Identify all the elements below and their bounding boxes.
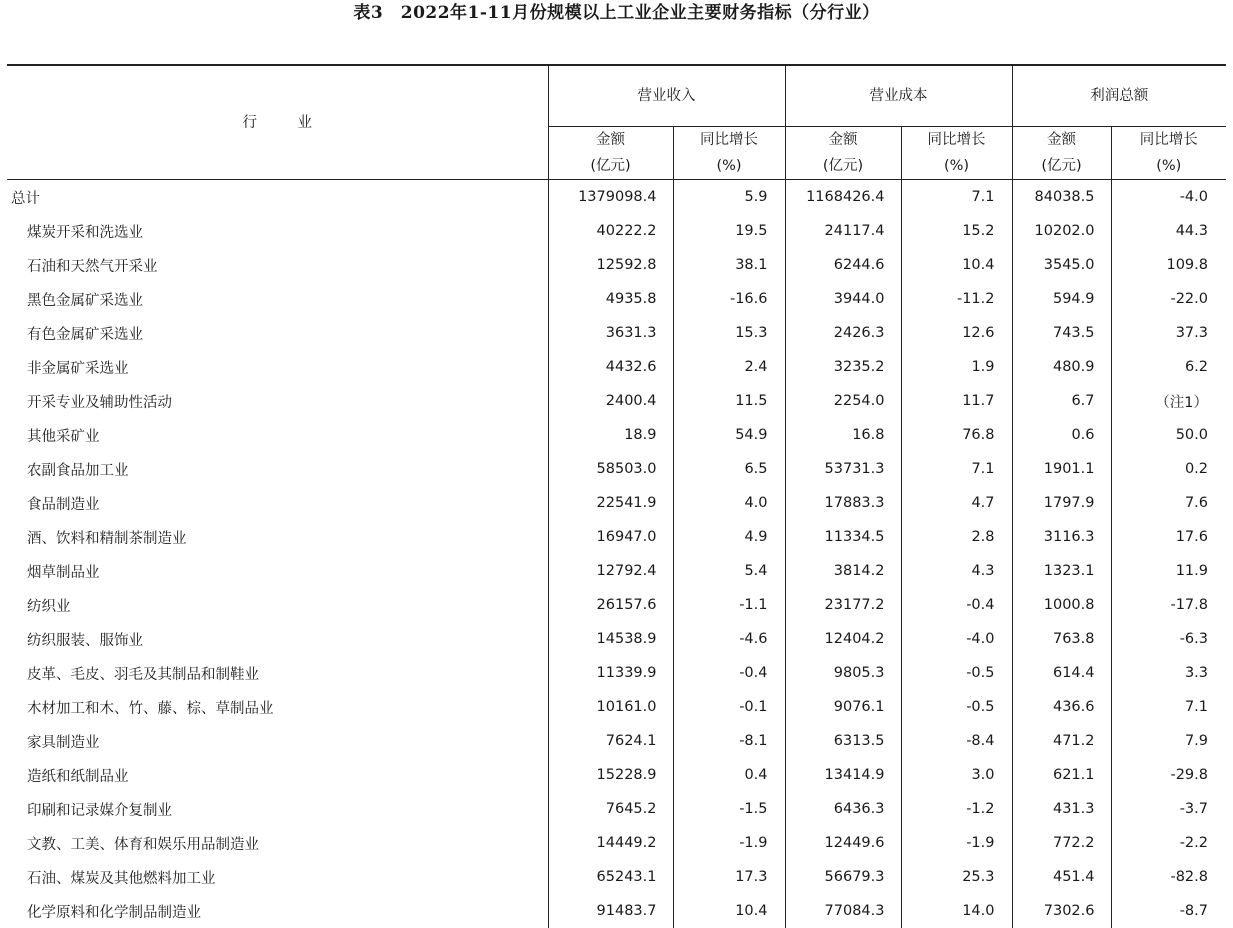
cost-amount-cell: 53731.3 bbox=[785, 452, 901, 486]
industry-name-cell: 石油、煤炭及其他燃料加工业 bbox=[7, 860, 548, 894]
industry-name-cell: 纺织业 bbox=[7, 588, 548, 622]
profit-amount-cell: 451.4 bbox=[1012, 860, 1111, 894]
profit-amount-cell: 3116.3 bbox=[1012, 520, 1111, 554]
profit-growth-cell: 7.9 bbox=[1111, 724, 1226, 758]
revenue-amount-cell: 4935.8 bbox=[548, 282, 673, 316]
amount-unit: (亿元) bbox=[786, 153, 901, 179]
cost-amount-cell: 11334.5 bbox=[785, 520, 901, 554]
revenue-amount-cell: 16947.0 bbox=[548, 520, 673, 554]
profit-growth-header bbox=[1111, 127, 1226, 180]
revenue-growth-cell: -1.9 bbox=[673, 826, 785, 860]
amount-unit: (亿元) bbox=[1013, 153, 1111, 179]
revenue-amount-cell: 15228.9 bbox=[548, 758, 673, 792]
cost-growth-cell: 12.6 bbox=[901, 316, 1012, 350]
revenue-amount-cell: 40222.2 bbox=[548, 214, 673, 248]
table-row bbox=[7, 418, 1226, 452]
table-row bbox=[7, 384, 1226, 418]
profit-amount-cell: 1000.8 bbox=[1012, 588, 1111, 622]
profit-growth-cell: 3.3 bbox=[1111, 656, 1226, 690]
revenue-amount-cell: 14538.9 bbox=[548, 622, 673, 656]
profit-growth-cell: -4.0 bbox=[1111, 180, 1226, 215]
cost-growth-cell: 1.9 bbox=[901, 350, 1012, 384]
cost-amount-cell: 56679.3 bbox=[785, 860, 901, 894]
revenue-amount-cell: 3631.3 bbox=[548, 316, 673, 350]
revenue-growth-cell: -0.1 bbox=[673, 690, 785, 724]
profit-amount-cell: 431.3 bbox=[1012, 792, 1111, 826]
table-row bbox=[7, 282, 1226, 316]
table-row bbox=[7, 724, 1226, 758]
profit-amount-cell: 0.6 bbox=[1012, 418, 1111, 452]
profit-amount-cell: 594.9 bbox=[1012, 282, 1111, 316]
cost-growth-cell: 76.8 bbox=[901, 418, 1012, 452]
industry-name-cell: 文教、工美、体育和娱乐用品制造业 bbox=[7, 826, 548, 860]
profit-amount-cell: 763.8 bbox=[1012, 622, 1111, 656]
cost-amount-cell: 1168426.4 bbox=[785, 180, 901, 215]
cost-amount-cell: 3235.2 bbox=[785, 350, 901, 384]
table-row bbox=[7, 656, 1226, 690]
industry-name-cell: 石油和天然气开采业 bbox=[7, 248, 548, 282]
table-row bbox=[7, 622, 1226, 656]
profit-growth-cell: 109.8 bbox=[1111, 248, 1226, 282]
financial-indicators-table bbox=[7, 64, 1226, 928]
profit-growth-cell: （注1） bbox=[1111, 384, 1226, 418]
table-title: 表3 2022年1-11月份规模以上工业企业主要财务指标（分行业） bbox=[0, 0, 1233, 30]
revenue-amount-cell: 18.9 bbox=[548, 418, 673, 452]
profit-growth-cell: 17.6 bbox=[1111, 520, 1226, 554]
growth-label: 同比增长 bbox=[1112, 127, 1227, 153]
cost-group-header: 营业成本 bbox=[785, 65, 1012, 127]
revenue-growth-cell: 6.5 bbox=[673, 452, 785, 486]
cost-amount-cell: 2426.3 bbox=[785, 316, 901, 350]
cost-growth-cell: -4.0 bbox=[901, 622, 1012, 656]
cost-growth-cell: 11.7 bbox=[901, 384, 1012, 418]
profit-amount-cell: 10202.0 bbox=[1012, 214, 1111, 248]
industry-name-cell: 家具制造业 bbox=[7, 724, 548, 758]
cost-growth-cell: -1.2 bbox=[901, 792, 1012, 826]
profit-growth-cell: 6.2 bbox=[1111, 350, 1226, 384]
revenue-amount-cell: 26157.6 bbox=[548, 588, 673, 622]
cost-growth-cell: 10.4 bbox=[901, 248, 1012, 282]
cost-growth-cell: 25.3 bbox=[901, 860, 1012, 894]
industry-name-cell: 煤炭开采和洗选业 bbox=[7, 214, 548, 248]
industry-name-cell: 食品制造业 bbox=[7, 486, 548, 520]
profit-growth-cell: -6.3 bbox=[1111, 622, 1226, 656]
profit-amount-cell: 1323.1 bbox=[1012, 554, 1111, 588]
revenue-amount-cell: 7645.2 bbox=[548, 792, 673, 826]
revenue-growth-cell: 4.0 bbox=[673, 486, 785, 520]
revenue-amount-cell: 10161.0 bbox=[548, 690, 673, 724]
profit-growth-cell: -82.8 bbox=[1111, 860, 1226, 894]
cost-growth-header bbox=[901, 127, 1012, 180]
industry-name-cell: 印刷和记录媒介复制业 bbox=[7, 792, 548, 826]
profit-group-header: 利润总额 bbox=[1012, 65, 1226, 127]
profit-amount-cell: 743.5 bbox=[1012, 316, 1111, 350]
revenue-amount-cell: 14449.2 bbox=[548, 826, 673, 860]
cost-growth-cell: -0.5 bbox=[901, 656, 1012, 690]
cost-amount-cell: 16.8 bbox=[785, 418, 901, 452]
profit-growth-cell: 11.9 bbox=[1111, 554, 1226, 588]
cost-growth-cell: 3.0 bbox=[901, 758, 1012, 792]
table-row bbox=[7, 588, 1226, 622]
table-row bbox=[7, 452, 1226, 486]
revenue-growth-cell: 17.3 bbox=[673, 860, 785, 894]
revenue-growth-cell: 38.1 bbox=[673, 248, 785, 282]
revenue-amount-cell: 12592.8 bbox=[548, 248, 673, 282]
profit-growth-cell: 7.1 bbox=[1111, 690, 1226, 724]
table-row bbox=[7, 826, 1226, 860]
table-row bbox=[7, 248, 1226, 282]
profit-amount-cell: 6.7 bbox=[1012, 384, 1111, 418]
industry-name-cell: 开采专业及辅助性活动 bbox=[7, 384, 548, 418]
table-row bbox=[7, 690, 1226, 724]
revenue-amount-cell: 11339.9 bbox=[548, 656, 673, 690]
revenue-growth-cell: 5.9 bbox=[673, 180, 785, 215]
industry-name-cell: 其他采矿业 bbox=[7, 418, 548, 452]
profit-amount-cell: 1901.1 bbox=[1012, 452, 1111, 486]
industry-name-cell: 酒、饮料和精制茶制造业 bbox=[7, 520, 548, 554]
revenue-amount-cell: 12792.4 bbox=[548, 554, 673, 588]
table-row bbox=[7, 316, 1226, 350]
cost-amount-cell: 24117.4 bbox=[785, 214, 901, 248]
revenue-amount-cell: 4432.6 bbox=[548, 350, 673, 384]
profit-growth-cell: 37.3 bbox=[1111, 316, 1226, 350]
cost-amount-header bbox=[785, 127, 901, 180]
industry-name-cell: 木材加工和木、竹、藤、棕、草制品业 bbox=[7, 690, 548, 724]
cost-growth-cell: -0.4 bbox=[901, 588, 1012, 622]
revenue-growth-cell: 2.4 bbox=[673, 350, 785, 384]
revenue-amount-cell: 58503.0 bbox=[548, 452, 673, 486]
cost-amount-cell: 9805.3 bbox=[785, 656, 901, 690]
revenue-growth-cell: -1.5 bbox=[673, 792, 785, 826]
revenue-growth-cell: -4.6 bbox=[673, 622, 785, 656]
industry-name-cell: 皮革、毛皮、羽毛及其制品和制鞋业 bbox=[7, 656, 548, 690]
industry-name-cell: 黑色金属矿采选业 bbox=[7, 282, 548, 316]
cost-growth-cell: 7.1 bbox=[901, 452, 1012, 486]
growth-label: 同比增长 bbox=[674, 127, 785, 153]
amount-label: 金额 bbox=[549, 127, 673, 153]
table-row bbox=[7, 792, 1226, 826]
profit-growth-cell: -17.8 bbox=[1111, 588, 1226, 622]
cost-amount-cell: 3944.0 bbox=[785, 282, 901, 316]
table-row bbox=[7, 554, 1226, 588]
table-body bbox=[7, 180, 1226, 928]
revenue-growth-cell: 0.4 bbox=[673, 758, 785, 792]
revenue-growth-cell: 19.5 bbox=[673, 214, 785, 248]
profit-amount-cell: 436.6 bbox=[1012, 690, 1111, 724]
industry-name-cell: 纺织服装、服饰业 bbox=[7, 622, 548, 656]
industry-name-cell: 农副食品加工业 bbox=[7, 452, 548, 486]
revenue-amount-cell: 7624.1 bbox=[548, 724, 673, 758]
cost-amount-cell: 77084.3 bbox=[785, 894, 901, 928]
cost-amount-cell: 2254.0 bbox=[785, 384, 901, 418]
revenue-growth-cell: 5.4 bbox=[673, 554, 785, 588]
amount-label: 金额 bbox=[1013, 127, 1111, 153]
profit-amount-cell: 1797.9 bbox=[1012, 486, 1111, 520]
table-row bbox=[7, 486, 1226, 520]
profit-amount-cell: 7302.6 bbox=[1012, 894, 1111, 928]
table-row bbox=[7, 860, 1226, 894]
cost-amount-cell: 9076.1 bbox=[785, 690, 901, 724]
growth-label: 同比增长 bbox=[902, 127, 1012, 153]
revenue-growth-cell: -8.1 bbox=[673, 724, 785, 758]
profit-amount-header bbox=[1012, 127, 1111, 180]
cost-growth-cell: -1.9 bbox=[901, 826, 1012, 860]
cost-amount-cell: 23177.2 bbox=[785, 588, 901, 622]
profit-growth-cell: -3.7 bbox=[1111, 792, 1226, 826]
growth-unit: (%) bbox=[674, 153, 785, 179]
profit-growth-cell: -22.0 bbox=[1111, 282, 1226, 316]
profit-amount-cell: 84038.5 bbox=[1012, 180, 1111, 215]
profit-growth-cell: 0.2 bbox=[1111, 452, 1226, 486]
table-row bbox=[7, 214, 1226, 248]
cost-growth-cell: 2.8 bbox=[901, 520, 1012, 554]
industry-name-cell: 造纸和纸制品业 bbox=[7, 758, 548, 792]
cost-growth-cell: -8.4 bbox=[901, 724, 1012, 758]
cost-growth-cell: 15.2 bbox=[901, 214, 1012, 248]
profit-amount-cell: 471.2 bbox=[1012, 724, 1111, 758]
cost-amount-cell: 6436.3 bbox=[785, 792, 901, 826]
revenue-growth-cell: -16.6 bbox=[673, 282, 785, 316]
revenue-growth-cell: 15.3 bbox=[673, 316, 785, 350]
revenue-amount-cell: 2400.4 bbox=[548, 384, 673, 418]
cost-amount-cell: 3814.2 bbox=[785, 554, 901, 588]
cost-amount-cell: 6244.6 bbox=[785, 248, 901, 282]
profit-amount-cell: 614.4 bbox=[1012, 656, 1111, 690]
industry-name-cell: 化学原料和化学制品制造业 bbox=[7, 894, 548, 928]
cost-growth-cell: 4.3 bbox=[901, 554, 1012, 588]
revenue-amount-cell: 1379098.4 bbox=[548, 180, 673, 215]
cost-amount-cell: 12404.2 bbox=[785, 622, 901, 656]
cost-amount-cell: 17883.3 bbox=[785, 486, 901, 520]
revenue-amount-header bbox=[548, 127, 673, 180]
industry-name-cell: 有色金属矿采选业 bbox=[7, 316, 548, 350]
cost-growth-cell: -0.5 bbox=[901, 690, 1012, 724]
amount-label: 金额 bbox=[786, 127, 901, 153]
profit-growth-cell: -2.2 bbox=[1111, 826, 1226, 860]
revenue-amount-cell: 22541.9 bbox=[548, 486, 673, 520]
profit-growth-cell: 50.0 bbox=[1111, 418, 1226, 452]
profit-amount-cell: 621.1 bbox=[1012, 758, 1111, 792]
cost-amount-cell: 6313.5 bbox=[785, 724, 901, 758]
amount-unit: (亿元) bbox=[549, 153, 673, 179]
table-header bbox=[7, 65, 1226, 180]
profit-growth-cell: -8.7 bbox=[1111, 894, 1226, 928]
cost-amount-cell: 12449.6 bbox=[785, 826, 901, 860]
revenue-growth-cell: 10.4 bbox=[673, 894, 785, 928]
cost-growth-cell: 4.7 bbox=[901, 486, 1012, 520]
profit-growth-cell: 44.3 bbox=[1111, 214, 1226, 248]
table-row bbox=[7, 520, 1226, 554]
table-row bbox=[7, 350, 1226, 384]
revenue-growth-cell: -1.1 bbox=[673, 588, 785, 622]
revenue-growth-cell: 54.9 bbox=[673, 418, 785, 452]
cost-growth-cell: 7.1 bbox=[901, 180, 1012, 215]
growth-unit: (%) bbox=[902, 153, 1012, 179]
revenue-growth-cell: -0.4 bbox=[673, 656, 785, 690]
industry-name-cell: 烟草制品业 bbox=[7, 554, 548, 588]
profit-amount-cell: 480.9 bbox=[1012, 350, 1111, 384]
revenue-growth-header bbox=[673, 127, 785, 180]
cost-growth-cell: -11.2 bbox=[901, 282, 1012, 316]
profit-growth-cell: -29.8 bbox=[1111, 758, 1226, 792]
revenue-amount-cell: 65243.1 bbox=[548, 860, 673, 894]
revenue-amount-cell: 91483.7 bbox=[548, 894, 673, 928]
revenue-growth-cell: 4.9 bbox=[673, 520, 785, 554]
industry-column-header: 行 业 bbox=[7, 65, 548, 180]
profit-amount-cell: 772.2 bbox=[1012, 826, 1111, 860]
revenue-group-header: 营业收入 bbox=[548, 65, 785, 127]
cost-amount-cell: 13414.9 bbox=[785, 758, 901, 792]
growth-unit: (%) bbox=[1112, 153, 1227, 179]
total-row bbox=[7, 180, 1226, 215]
industry-name-cell: 非金属矿采选业 bbox=[7, 350, 548, 384]
revenue-growth-cell: 11.5 bbox=[673, 384, 785, 418]
table-row bbox=[7, 758, 1226, 792]
industry-name-cell: 总计 bbox=[7, 180, 548, 215]
profit-amount-cell: 3545.0 bbox=[1012, 248, 1111, 282]
cost-growth-cell: 14.0 bbox=[901, 894, 1012, 928]
profit-growth-cell: 7.6 bbox=[1111, 486, 1226, 520]
